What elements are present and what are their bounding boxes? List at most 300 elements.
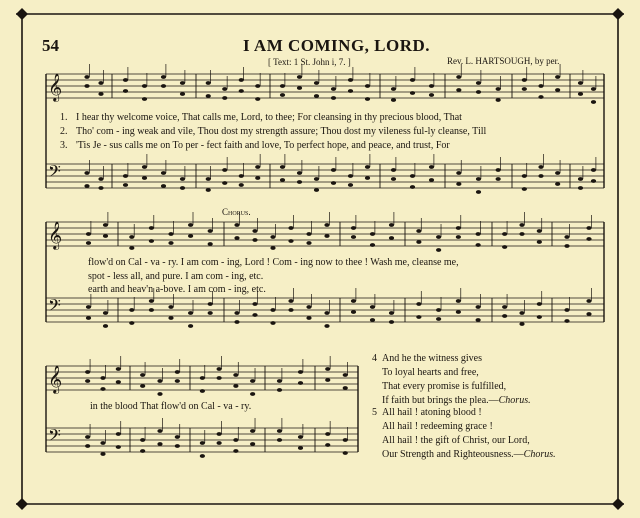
treble-note — [348, 78, 353, 82]
stanza-line: All hail ! atoning blood ! — [382, 407, 482, 418]
treble-note — [270, 246, 275, 250]
treble-note — [496, 98, 501, 102]
treble-note — [564, 235, 569, 239]
treble-note — [324, 223, 329, 227]
bass-note — [188, 324, 193, 328]
treble-note — [103, 234, 108, 238]
bass-note — [116, 432, 121, 436]
treble-note — [348, 89, 353, 93]
bass-note — [270, 308, 275, 312]
treble-note — [206, 94, 211, 98]
treble-note — [365, 97, 370, 101]
bass-note — [270, 321, 275, 325]
bass-note — [496, 168, 501, 172]
treble-note — [233, 373, 238, 377]
verse-text: Tho' com - ing weak and vile, Thou dost my strength assure; Thou dost my vileness ful-ly cleanse, Till — [76, 126, 487, 137]
bass-note — [140, 449, 145, 453]
treble-note — [161, 84, 166, 88]
bass-note — [280, 178, 285, 182]
treble-note — [586, 226, 591, 230]
stanza-line: Our Strength and Righteousness. — [382, 449, 514, 460]
bass-note — [277, 429, 282, 433]
bass-note — [537, 302, 542, 306]
bass-note — [129, 321, 134, 325]
bass-note — [255, 176, 260, 180]
treble-note — [116, 367, 121, 371]
treble-note — [410, 78, 415, 82]
treble-note — [123, 89, 128, 93]
treble-note — [100, 387, 105, 391]
bass-note — [222, 168, 227, 172]
bass-note — [538, 174, 543, 178]
stanza-4: 4 And he the witness gives To loyal hearts and free, That every promise is fulfilled, If faith but brings the plea.—Chorus. — [372, 353, 531, 406]
treble-note — [538, 95, 543, 99]
stanza-5: 5 All hail ! atoning blood ! All hail ! redeeming grace ! All hail ! the gift of Christ, our Lord, Our Strength and Righteousness.—Chorus. — [372, 407, 556, 460]
bass-note — [252, 302, 257, 306]
treble-note — [123, 78, 128, 82]
row2-lyric-1: flow'd on Cal - va - ry. I am com - ing, Lord ! Com - ing now to thee ! Wash me, cleanse me, — [88, 257, 459, 268]
bass-note — [180, 177, 185, 181]
bass-note — [168, 305, 173, 309]
bass-note — [161, 184, 166, 188]
treble-note — [175, 379, 180, 383]
treble-note — [140, 373, 145, 377]
treble-note — [200, 389, 205, 393]
bass-note — [496, 177, 501, 181]
bass-note — [252, 313, 257, 317]
bass-note — [85, 435, 90, 439]
treble-note — [519, 223, 524, 227]
treble-note — [98, 81, 103, 85]
treble-note — [370, 232, 375, 236]
bass-note — [140, 438, 145, 442]
treble-note — [416, 240, 421, 244]
bass-note — [537, 315, 542, 319]
bass-note — [555, 182, 560, 186]
treble-note — [116, 380, 121, 384]
treble-note — [280, 93, 285, 97]
bass-note — [297, 171, 302, 175]
treble-note — [325, 367, 330, 371]
bass-note — [306, 305, 311, 309]
treble-note — [298, 370, 303, 374]
treble-note — [502, 232, 507, 236]
treble-note — [200, 376, 205, 380]
bass-note — [298, 435, 303, 439]
treble-note — [208, 229, 213, 233]
bass-note — [502, 305, 507, 309]
verse-number: 2. — [60, 126, 68, 137]
bass-note — [200, 454, 205, 458]
bass-note — [410, 185, 415, 189]
bass-note — [288, 308, 293, 312]
bass-note — [578, 186, 583, 190]
bass-note — [100, 441, 105, 445]
treble-note — [175, 370, 180, 374]
bass-note — [217, 441, 222, 445]
bass-note — [84, 184, 89, 188]
bass-note — [456, 182, 461, 186]
treble-note — [149, 226, 154, 230]
treble-note — [456, 235, 461, 239]
bass-note — [123, 183, 128, 187]
treble-note — [331, 96, 336, 100]
chorus-marker: Chorus. — [222, 207, 251, 217]
treble-note — [496, 87, 501, 91]
treble-note — [314, 94, 319, 98]
treble-note — [84, 84, 89, 88]
treble-clef-icon: 𝄞 — [48, 365, 63, 393]
bass-note — [188, 311, 193, 315]
bass-note — [389, 320, 394, 324]
treble-note — [297, 75, 302, 79]
bass-note — [142, 176, 147, 180]
bass-note — [365, 165, 370, 169]
bass-note — [234, 320, 239, 324]
treble-note — [84, 75, 89, 79]
treble-note — [306, 241, 311, 245]
treble-note — [255, 84, 260, 88]
treble-note — [325, 378, 330, 382]
treble-note — [234, 223, 239, 227]
treble-note — [456, 226, 461, 230]
bass-note — [206, 177, 211, 181]
treble-note — [591, 87, 596, 91]
bass-note — [239, 183, 244, 187]
treble-note — [522, 78, 527, 82]
bass-note — [100, 452, 105, 456]
bass-note — [324, 311, 329, 315]
bass-note — [436, 317, 441, 321]
bass-note — [564, 308, 569, 312]
treble-note — [429, 93, 434, 97]
treble-note — [270, 235, 275, 239]
bass-note — [175, 435, 180, 439]
treble-note — [476, 243, 481, 247]
treble-note — [250, 379, 255, 383]
bass-note — [103, 324, 108, 328]
bass-note — [86, 316, 91, 320]
treble-note — [578, 92, 583, 96]
treble-note — [297, 86, 302, 90]
bass-note — [123, 174, 128, 178]
bass-note — [538, 165, 543, 169]
treble-note — [280, 84, 285, 88]
treble-note — [86, 232, 91, 236]
bass-note — [255, 165, 260, 169]
treble-note — [180, 81, 185, 85]
bass-note — [522, 187, 527, 191]
bass-note — [116, 445, 121, 449]
bass-note — [564, 319, 569, 323]
bass-note — [586, 299, 591, 303]
verse-text: I hear thy welcome voice, That calls me, Lord, to thee; For cleansing in thy precious blood, That — [76, 112, 462, 123]
verse-line-1 — [60, 112, 462, 123]
treble-note — [591, 100, 596, 104]
bass-note — [429, 165, 434, 169]
bass-note — [277, 438, 282, 442]
treble-note — [100, 376, 105, 380]
row2-lyric-3: earth and heav'n a-bove. I am com - ing, etc. — [88, 284, 266, 295]
verse-line-2 — [60, 126, 486, 137]
bass-note — [314, 177, 319, 181]
bass-clef-icon: 𝄢 — [48, 161, 61, 185]
bass-note — [519, 322, 524, 326]
bass-note — [85, 444, 90, 448]
treble-note — [208, 242, 213, 246]
bass-note — [502, 314, 507, 318]
treble-note — [252, 229, 257, 233]
bass-note — [391, 177, 396, 181]
treble-note — [537, 229, 542, 233]
treble-note — [255, 97, 260, 101]
bass-note — [98, 177, 103, 181]
treble-note — [476, 81, 481, 85]
treble-note — [555, 88, 560, 92]
bass-note — [343, 451, 348, 455]
bass-note — [370, 318, 375, 322]
bass-note — [161, 171, 166, 175]
treble-note — [429, 84, 434, 88]
bass-note — [522, 174, 527, 178]
treble-note — [239, 78, 244, 82]
treble-note — [222, 96, 227, 100]
treble-note — [578, 81, 583, 85]
verse-line-3 — [60, 140, 450, 151]
treble-note — [188, 223, 193, 227]
bass-clef-icon: 𝄢 — [48, 425, 61, 449]
bass-note — [325, 432, 330, 436]
verse-text: 'Tis Je - sus calls me on To per - fect faith and love, To perfect hope, and peace, and trust, For — [76, 140, 450, 151]
bass-note — [410, 174, 415, 178]
treble-note — [343, 373, 348, 377]
bass-note — [591, 179, 596, 183]
bass-note — [331, 181, 336, 185]
bass-note — [157, 442, 162, 446]
treble-note — [161, 75, 166, 79]
treble-note — [502, 245, 507, 249]
treble-note — [351, 235, 356, 239]
treble-note — [129, 235, 134, 239]
bass-note — [370, 305, 375, 309]
bass-note — [578, 177, 583, 181]
bass-note — [200, 441, 205, 445]
bass-note — [168, 316, 173, 320]
treble-note — [157, 379, 162, 383]
bass-note — [142, 165, 147, 169]
bass-note — [297, 180, 302, 184]
treble-note — [476, 232, 481, 236]
bass-note — [250, 442, 255, 446]
treble-note — [217, 367, 222, 371]
treble-note — [538, 84, 543, 88]
treble-note — [389, 223, 394, 227]
treble-note — [206, 81, 211, 85]
bass-note — [343, 438, 348, 442]
bass-note — [98, 186, 103, 190]
treble-note — [180, 92, 185, 96]
treble-note — [85, 379, 90, 383]
bass-note — [239, 174, 244, 178]
treble-note — [168, 232, 173, 236]
bass-note — [416, 315, 421, 319]
stanza-number: 4 — [372, 353, 377, 364]
bass-note — [476, 177, 481, 181]
treble-clef-icon: 𝄞 — [48, 73, 63, 101]
treble-note — [456, 88, 461, 92]
bass-note — [429, 178, 434, 182]
treble-note — [391, 98, 396, 102]
bass-note — [314, 188, 319, 192]
bass-note — [208, 302, 213, 306]
bass-note — [555, 171, 560, 175]
treble-note — [331, 87, 336, 91]
treble-note — [537, 240, 542, 244]
bass-note — [476, 190, 481, 194]
stanza-chorus-cue: Chorus. — [498, 395, 531, 406]
bass-note — [280, 165, 285, 169]
bass-note — [233, 449, 238, 453]
treble-note — [391, 87, 396, 91]
treble-note — [586, 237, 591, 241]
row3-lyric: in the blood That flow'd on Cal - va - ry. — [90, 401, 252, 412]
stanza-line: All hail ! the gift of Christ, our Lord, — [382, 435, 530, 446]
treble-note — [222, 87, 227, 91]
composer-credit: Rev. L. HARTSOUGH, by per. — [447, 56, 560, 66]
bass-note — [351, 310, 356, 314]
treble-note — [314, 81, 319, 85]
bass-note — [391, 168, 396, 172]
bass-note — [436, 308, 441, 312]
treble-note — [217, 376, 222, 380]
bass-note — [389, 311, 394, 315]
treble-note — [98, 92, 103, 96]
treble-note — [234, 236, 239, 240]
bass-note — [476, 305, 481, 309]
stanza-chorus-cue: Chorus. — [523, 449, 556, 460]
bass-note — [348, 174, 353, 178]
treble-note — [343, 386, 348, 390]
bass-note — [222, 181, 227, 185]
treble-note — [370, 243, 375, 247]
treble-note — [476, 90, 481, 94]
bass-note — [456, 310, 461, 314]
treble-note — [288, 226, 293, 230]
treble-note — [168, 241, 173, 245]
treble-note — [277, 379, 282, 383]
treble-note — [298, 381, 303, 385]
treble-note — [239, 89, 244, 93]
treble-note — [188, 234, 193, 238]
bass-note — [324, 324, 329, 328]
treble-note — [252, 238, 257, 242]
treble-note — [142, 84, 147, 88]
stanza-line: If faith but brings the plea. — [382, 395, 489, 406]
treble-note — [522, 87, 527, 91]
bass-note — [149, 308, 154, 312]
bass-note — [250, 429, 255, 433]
bass-note — [149, 299, 154, 303]
bass-note — [86, 305, 91, 309]
bass-note — [325, 443, 330, 447]
bass-clef-icon: 𝄢 — [48, 295, 61, 319]
verse-number: 3. — [60, 140, 68, 151]
row2-lyric-2: spot - less all, and pure. I am com - ing, etc. — [88, 271, 264, 282]
verse-number: 1. — [60, 112, 68, 123]
treble-note — [85, 370, 90, 374]
treble-note — [149, 239, 154, 243]
treble-note — [351, 226, 356, 230]
bass-note — [234, 311, 239, 315]
treble-note — [519, 232, 524, 236]
treble-note — [389, 236, 394, 240]
bass-note — [456, 171, 461, 175]
treble-note — [129, 246, 134, 250]
treble-note — [365, 84, 370, 88]
stanza-number: 5 — [372, 407, 377, 418]
treble-note — [103, 223, 108, 227]
treble-note — [140, 384, 145, 388]
treble-note — [410, 91, 415, 95]
bass-note — [103, 311, 108, 315]
treble-note — [233, 384, 238, 388]
treble-note — [564, 244, 569, 248]
bass-note — [233, 438, 238, 442]
bass-note — [351, 299, 356, 303]
page-number: 54 — [42, 36, 59, 55]
bass-note — [217, 432, 222, 436]
treble-note — [86, 241, 91, 245]
bass-note — [288, 299, 293, 303]
bass-note — [175, 444, 180, 448]
bass-note — [456, 299, 461, 303]
treble-note — [157, 392, 162, 396]
bass-note — [331, 168, 336, 172]
bass-note — [476, 318, 481, 322]
stanza-line: And he the witness gives — [382, 353, 482, 364]
bass-note — [365, 176, 370, 180]
bass-note — [519, 311, 524, 315]
bass-note — [586, 312, 591, 316]
treble-clef-icon: 𝄞 — [48, 221, 63, 249]
treble-note — [436, 235, 441, 239]
treble-note — [306, 232, 311, 236]
bass-note — [416, 302, 421, 306]
bass-note — [84, 171, 89, 175]
treble-note — [416, 229, 421, 233]
treble-note — [436, 248, 441, 252]
treble-note — [250, 392, 255, 396]
scripture-reference: [ Text: 1 St. John i, 7. ] — [268, 57, 351, 67]
bass-note — [208, 311, 213, 315]
bass-note — [591, 168, 596, 172]
stanza-line: To loyal hearts and free, — [382, 367, 479, 378]
treble-note — [324, 234, 329, 238]
treble-note — [142, 97, 147, 101]
treble-note — [277, 388, 282, 392]
bass-note — [306, 316, 311, 320]
hymn-title: I AM COMING, LORD. — [243, 36, 431, 55]
treble-note — [288, 239, 293, 243]
bass-note — [206, 188, 211, 192]
stanza-line: That every promise is fulfilled, — [382, 381, 507, 392]
bass-note — [129, 308, 134, 312]
treble-note — [555, 75, 560, 79]
treble-note — [456, 75, 461, 79]
bass-note — [348, 183, 353, 187]
stanza-line: All hail ! redeeming grace ! — [382, 421, 493, 432]
bass-note — [298, 446, 303, 450]
